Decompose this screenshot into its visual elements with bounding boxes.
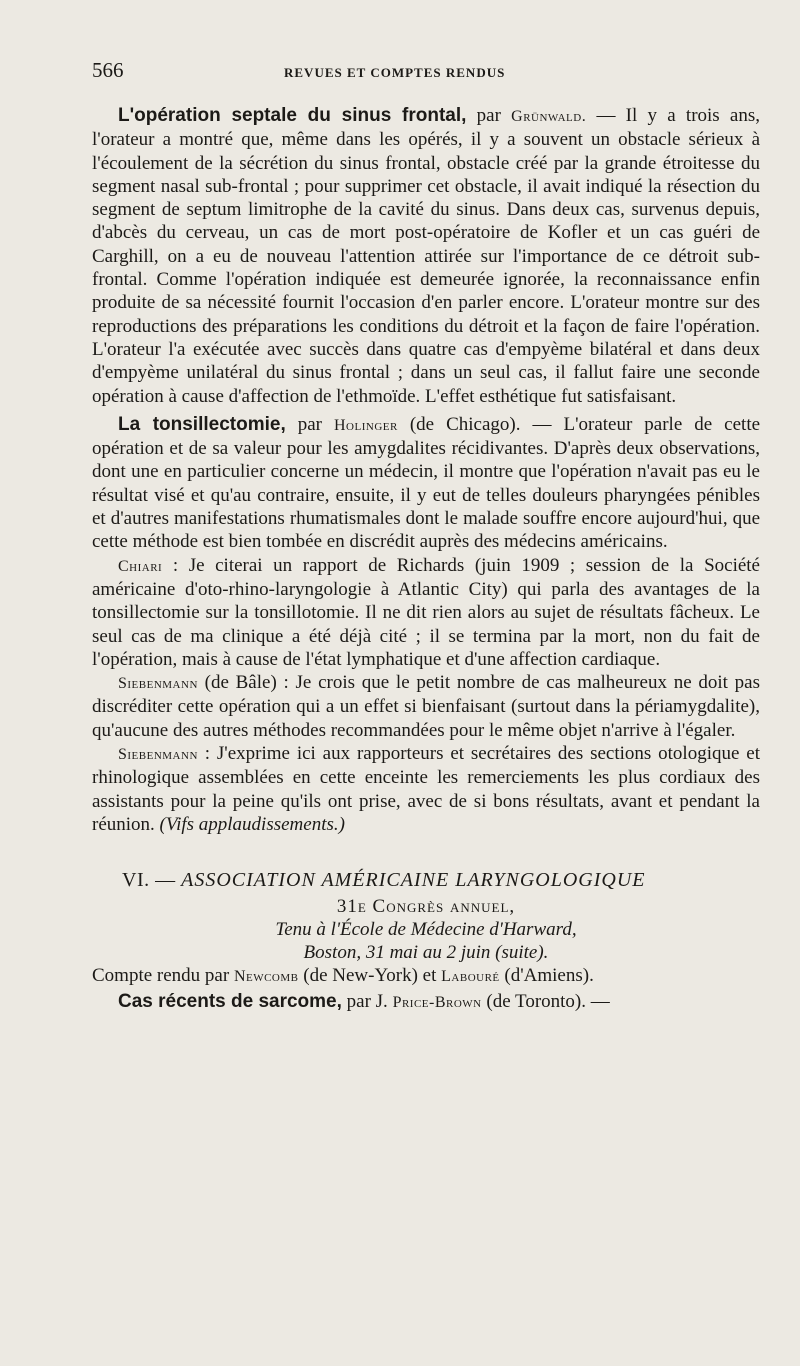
applause-note: (Vifs applaudissements.) — [159, 813, 345, 835]
paragraph-body: (de Bâle) : Je crois que le petit nombre de cas malheureux ne doit pas discréditer cette opération qui a un effet si bienfaisant (surtout dans la périamygdalite), qu'aucune des autres méthodes recommandées pour le même objet n'arrive à l'égaler. — [92, 672, 761, 741]
report-prefix: Compte rendu par — [92, 964, 230, 986]
paragraph-body: (de Chicago). — L'orateur parle de cette opération et de sa valeur pour les amygdalites récidivantes. D'après deux observations, dont une en particulier concerne un médecin, il montre que l'opération n'avait pas eu le résultat visé et qu'au contraire, ensuite, il y eut de telles douleurs pharyngées pénibles et d'autres manifestations rhumatismales dont le malade souffre encore aujourd'hui, que cette méthode est bien tombée en discrédit auprès des médecins américains. — [92, 413, 761, 553]
paragraph-body: (de Toronto). — — [486, 990, 610, 1012]
paragraph-body: : Je citerai un rapport de Richards (juin 1909 ; session de la Société américaine d'oto-rhino-laryngologie à Atlantic City) qui parla des avantages de la tonsillectomie sur la tonsillotomie. Il ne dit rien alors au sujet de résultats fâcheux. Le seul cas de ma clinique a été déjà cité ; il se termina par la mort, non du fait de l'opération, mais à cause de l'état lymphatique et d'une affection cardiaque. — [92, 554, 760, 670]
paragraph-tonsillectomy — [92, 413, 760, 554]
paragraph-lead: L'opération septale du sinus frontal, — [118, 105, 467, 126]
congress-line: 31e Congrès annuel, — [336, 895, 516, 917]
running-title: REVUES ET COMPTES RENDUS — [284, 65, 506, 80]
speaker-name: Siebenmann — [118, 746, 198, 764]
section-number: VI. — — [122, 869, 176, 892]
paragraph-body: : J'exprime ici aux rapporteurs et secrétaires des sections otologique et rhinologique assemblées en cette enceinte les remerciements les plus cordiaux des assistants pour la peine qu'ils ont prise, avec de si bons résultats, avant et pendant la réunion. — [92, 743, 760, 835]
speaker-name: Chiari — [118, 557, 163, 575]
paragraph-siebenmann-1 — [92, 671, 760, 742]
paragraph-lead: Cas récents de sarcome, — [118, 990, 342, 1012]
reporter-place: (d'Amiens). — [504, 964, 594, 986]
paragraph-chiari — [92, 554, 760, 671]
paragraph-sarcoma — [92, 990, 760, 1014]
reporter-name: Newcomb — [233, 967, 299, 985]
by-word: par — [476, 105, 501, 126]
report-credit-line — [92, 964, 760, 988]
paragraph-body: — Il y a trois ans, l'orateur a montré que, même dans les opérés, il y a souvent un obstacle sérieux à l'écoulement de la sécrétion du sinus frontal, obstacle créé par la grande étroitesse du segment nasal sub-frontal ; pour supprimer cet obstacle, il avait indiqué la résection du segment de septum limitrophe de la cavité du sinus. Dans deux cas, survenus depuis, d'abcès du cerveau, un cas de mort post-opératoire de Kofler et un cas guéri de Carghill, on a eu de nouveau l'attention attirée sur l'importance de ce détroit sub-frontal. Comme l'opération indiquée est demeurée ignorée, la reconnaissance enfin produite de sa nécessité fournit l'occasion d'en parler encore. L'orateur montre sur des reproductions des préparations les conditions du détroit et la façon de faire l'opération. L'orateur l'a exécutée avec succès dans quatre cas d'empyème bilatéral et dans deux d'empyème unilatéral du sinus frontal ; dans un seul cas, il fallut faire une seconde opération à cause d'affection de l'ethmoïde. L'effet esthétique fut satisfaisant. — [92, 105, 761, 407]
page-number: 566 — [92, 58, 124, 82]
by-word: par J. — [346, 990, 388, 1012]
author-name: Grünwald. — [511, 108, 587, 125]
reporter-place: (de New-York) et — [303, 964, 437, 986]
running-head — [92, 58, 760, 88]
author-name: Holinger — [334, 416, 398, 434]
paragraph-siebenmann-2 — [92, 742, 760, 836]
by-word: par — [297, 413, 322, 435]
speaker-name: Siebenmann — [118, 675, 198, 693]
venue-line: Tenu à l'École de Médecine d'Harward, — [275, 918, 577, 940]
paragraph-lead: La tonsillectomie, — [118, 413, 286, 435]
author-name: Price-Brown — [392, 993, 482, 1011]
reporter-name: Labouré — [441, 967, 500, 985]
paragraph-septal-operation — [92, 104, 760, 408]
section-heading — [92, 869, 760, 892]
section-title: ASSOCIATION AMÉRICAINE LARYNGOLOGIQUE — [181, 869, 646, 892]
dates-line: Boston, 31 mai au 2 juin (suite). — [303, 941, 549, 963]
